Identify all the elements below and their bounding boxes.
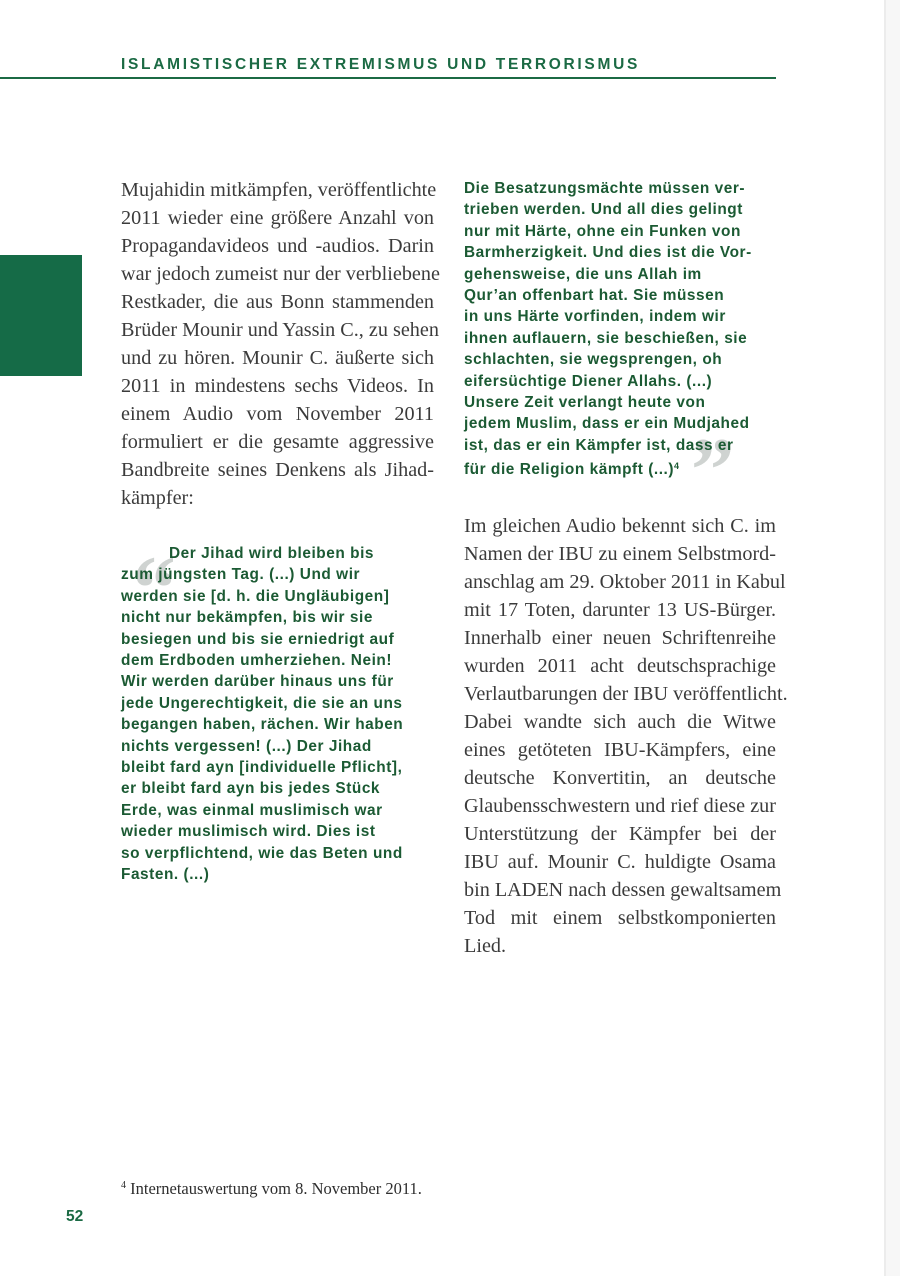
text-line: bin LADEN nach dessen gewaltsamem [464, 879, 782, 901]
close-quote-mark: ” [686, 419, 732, 521]
text-line: nur mit Härte, ohne ein Funken von [464, 222, 741, 240]
text-line: 2011 wieder eine größere Anzahl von [121, 207, 434, 229]
text-line: Lied. [464, 935, 507, 957]
text-line: Die Besatzungsmächte müssen ver- [464, 180, 746, 197]
text-line: Im gleichen Audio bekennt sich C. im [464, 515, 776, 537]
text-line: zum jüngsten Tag. (...) Und wir [121, 566, 361, 584]
text-line: anschlag am 29. Oktober 2011 in Kabul [464, 571, 786, 593]
right-body-paragraph [464, 512, 788, 960]
text-line: Namen der IBU zu einem Selbstmord- [464, 543, 776, 565]
text-line: Restkader, die aus Bonn stammenden [121, 291, 434, 313]
text-line: werden sie [d. h. die Ungläubigen] [121, 587, 390, 605]
left-quote-block [121, 537, 441, 886]
text-line: Glaubensschwestern und rief diese zur [464, 795, 776, 817]
text-line: nicht nur bekämpfen, bis wir sie [121, 609, 373, 627]
text-line: Brüder Mounir und Yassin C., zu sehen [121, 319, 439, 341]
text-line: 2011 in mindestens sechs Videos. In [121, 375, 434, 397]
footnote-number: 4 [121, 1180, 126, 1191]
text-line: formuliert er die gesamte aggressive [121, 431, 434, 453]
text-line: Unsere Zeit verlangt heute von [464, 394, 706, 412]
text-line: er bleibt fard ayn bis jedes Stück [121, 780, 381, 798]
text-line: Bandbreite seines Denkens als Jihad- [121, 459, 434, 481]
text-line: trieben werden. Und all dies gelingt [464, 201, 743, 219]
text-line: Der Jihad wird bleiben bis [169, 545, 375, 562]
footnote-text: Internetauswertung vom 8. November 2011. [130, 1179, 422, 1198]
text-line: war jedoch zumeist nur der verbliebene [121, 263, 440, 285]
text-line: Verlautbarungen der IBU veröffentlicht. [464, 683, 788, 705]
chapter-tab-marker [0, 255, 82, 376]
text-line: deutsche Konvertitin, an deutsche [464, 767, 776, 789]
text-line: Mujahidin mitkämpfen, veröffentlichte [121, 179, 437, 201]
text-line: eines getöteten IBU-Kämpfers, eine [464, 739, 776, 761]
text-line: Wir werden darüber hinaus uns für [121, 673, 394, 691]
right-quote-block [464, 178, 784, 481]
text-line: Unterstützung der Kämpfer bei der [464, 823, 776, 845]
page-edge-shade [886, 0, 900, 1276]
text-line: gehensweise, die uns Allah im [464, 265, 702, 283]
text-line: besiegen und bis sie erniedrigt auf [121, 630, 395, 648]
header-rule [0, 77, 776, 79]
text-line: Dabei wandte sich auch die Witwe [464, 711, 776, 733]
running-header: ISLAMISTISCHER EXTREMISMUS UND TERRORISMUS [121, 56, 641, 73]
open-quote-mark: “ [128, 537, 174, 639]
text-line: dem Erdboden umherziehen. Nein! [121, 652, 393, 670]
text-line: jede Ungerechtigkeit, die sie an uns [121, 694, 403, 712]
text-line: nichts vergessen! (...) Der Jihad [121, 737, 372, 755]
text-line: so verpflichtend, wie das Beten und [121, 844, 403, 862]
text-line: mit 17 Toten, darunter 13 US-Bürger. [464, 599, 776, 621]
text-line: Tod mit einem selbstkomponierten [464, 907, 776, 929]
text-line: jedem Muslim, dass er ein Mudjahed [464, 415, 750, 433]
text-line: ihnen auflauern, sie beschießen, sie [464, 329, 748, 347]
text-line: Innerhalb einer neuen Schriftenreihe [464, 627, 776, 649]
text-line: kämpfer: [121, 487, 194, 509]
text-line: wurden 2011 acht deutschsprachige [464, 655, 776, 677]
footnote [121, 1179, 422, 1199]
footnote-reference: 4 [674, 461, 680, 472]
text-line: IBU auf. Mounir C. huldigte Osama [464, 851, 776, 873]
text-line: Qur’an offenbart hat. Sie müssen [464, 287, 725, 305]
text-line: bleibt fard ayn [individuelle Pflicht], [121, 759, 403, 777]
left-body-paragraph [121, 176, 440, 512]
text-line: einem Audio vom November 2011 [121, 403, 434, 425]
text-line: eifersüchtige Diener Allahs. (...) [464, 372, 713, 390]
text-line: schlachten, sie wegsprengen, oh [464, 351, 723, 369]
text-line: begangen haben, rächen. Wir haben [121, 716, 404, 734]
text-line: für die Religion kämpft (...)$^4$ [464, 461, 680, 479]
text-line: Erde, was einmal muslimisch war [121, 801, 383, 819]
text-line: Fasten. (...) [121, 866, 210, 884]
text-line: und zu hören. Mounir C. äußerte sich [121, 347, 434, 369]
text-line: wieder muslimisch wird. Dies ist [121, 823, 376, 841]
text-line: Propagandavideos und -audios. Darin [121, 235, 434, 257]
page-number: 52 [66, 1208, 84, 1225]
text-line: ist, das er ein Kämpfer ist, dass er [464, 436, 734, 454]
text-line: Barmherzigkeit. Und dies ist die Vor- [464, 244, 752, 262]
text-line: in uns Härte vorfinden, indem wir [464, 308, 726, 326]
